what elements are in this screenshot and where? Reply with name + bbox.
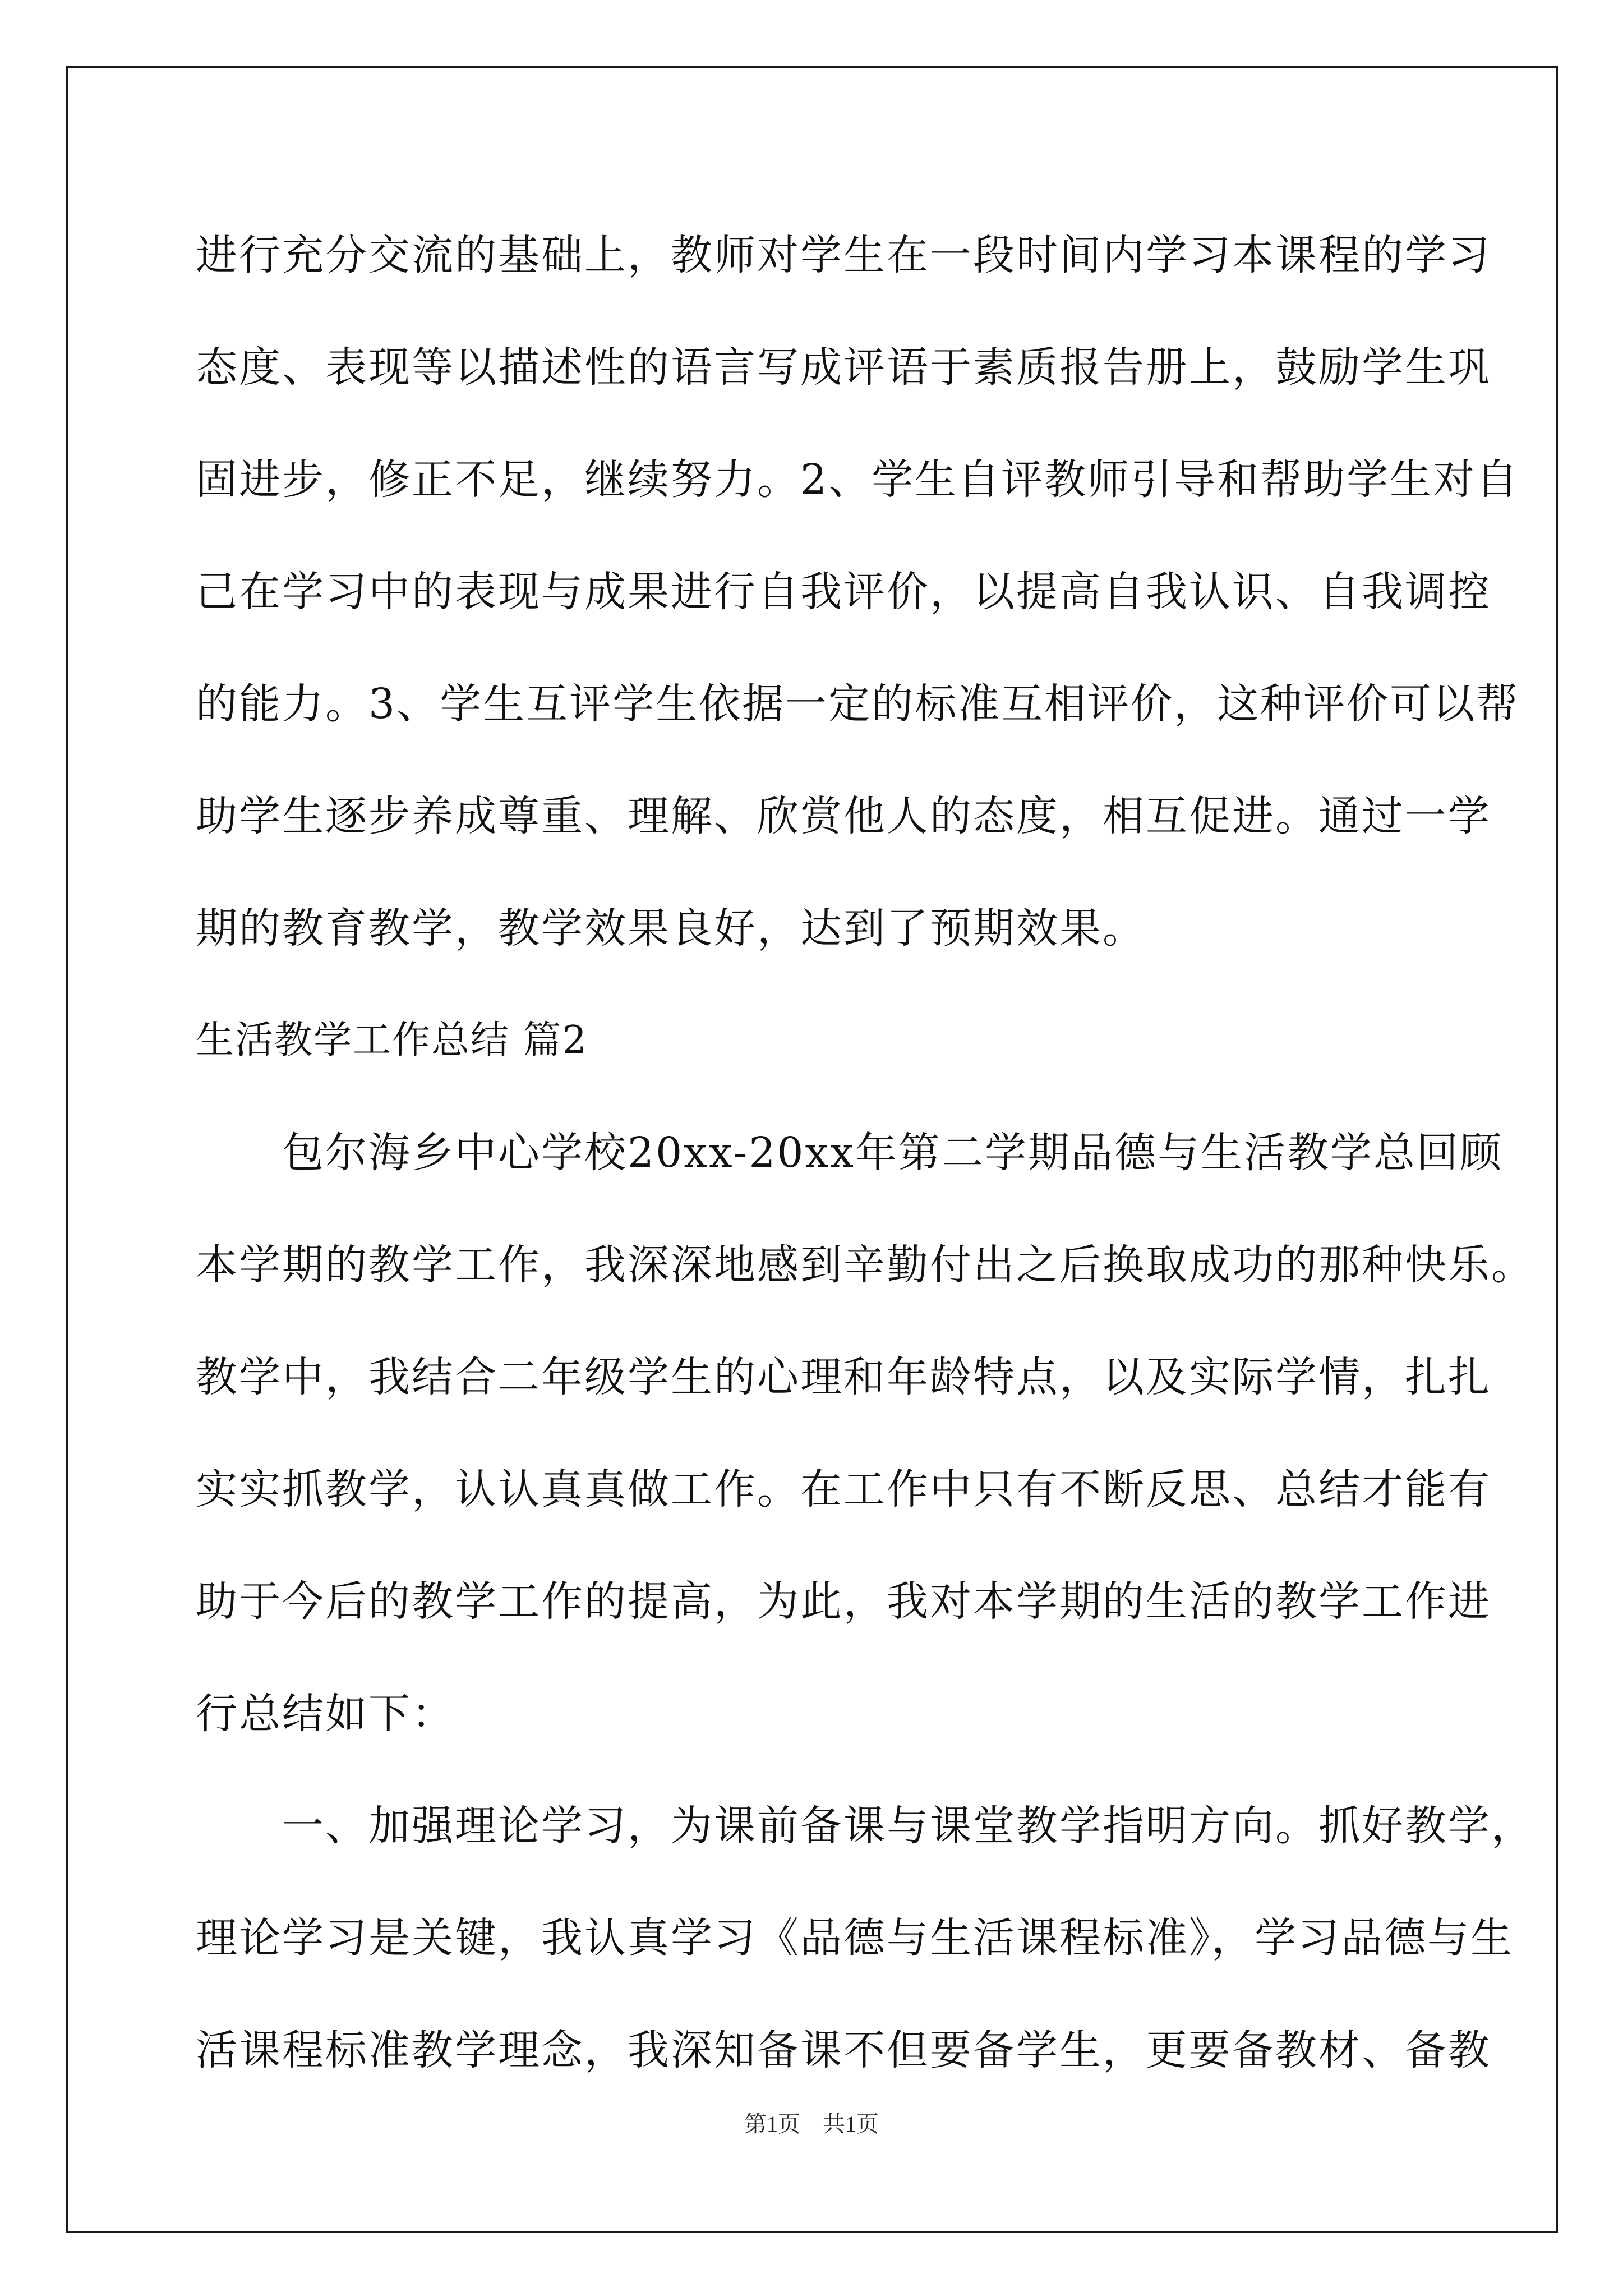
body-line-15: 一、加强理论学习，为课前备课与课堂教学指明方向。抓好教学， [196, 1802, 1534, 1850]
body-line-7: 期的教育教学，教学效果良好，达到了预期效果。 [196, 904, 1146, 953]
body-line-11: 教学中，我结合二年级学生的心理和年龄特点，以及实际学情，扎扎 [196, 1353, 1491, 1401]
body-line-13: 助于今后的教学工作的提高，为此，我对本学期的生活的教学工作进 [196, 1577, 1491, 1626]
body-line-12: 实实抓教学，认认真真做工作。在工作中只有不断反思、总结才能有 [196, 1465, 1491, 1513]
body-line-16: 理论学习是关键，我认真学习《品德与生活课程标准》，学习品德与生 [196, 1914, 1514, 1962]
body-line-17: 活课程标准教学理念，我深知备课不但要备学生，更要备教材、备教 [196, 2026, 1491, 2074]
body-line-10: 本学期的教学工作，我深深地感到辛勤付出之后换取成功的那种快乐。 [196, 1241, 1534, 1289]
body-line-3: 固进步，修正不足，继续努力。2、学生自评教师引导和帮助学生对自 [196, 455, 1520, 504]
document-body [196, 199, 1534, 2106]
body-line-6: 助学生逐步养成尊重、理解、欣赏他人的态度，相互促进。通过一学 [196, 792, 1491, 840]
body-line-1: 进行充分交流的基础上，教师对学生在一段时间内学习本课程的学习 [196, 231, 1491, 279]
body-line-9: 包尔海乡中心学校20xx-20xx年第二学期品德与生活教学总回顾 [196, 1129, 1503, 1177]
section-heading: 生活教学工作总结 篇2 [196, 1018, 588, 1062]
body-line-4: 己在学习中的表现与成果进行自我评价，以提高自我认识、自我调控 [196, 568, 1491, 616]
body-line-2: 态度、表现等以描述性的语言写成评语于素质报告册上，鼓励学生巩 [196, 343, 1491, 392]
page-footer: 第1页 共1页 [744, 2111, 879, 2137]
body-line-14: 行总结如下： [196, 1690, 455, 1738]
body-line-5: 的能力。3、学生互评学生依据一定的标准互相评价，这种评价可以帮 [196, 680, 1520, 728]
